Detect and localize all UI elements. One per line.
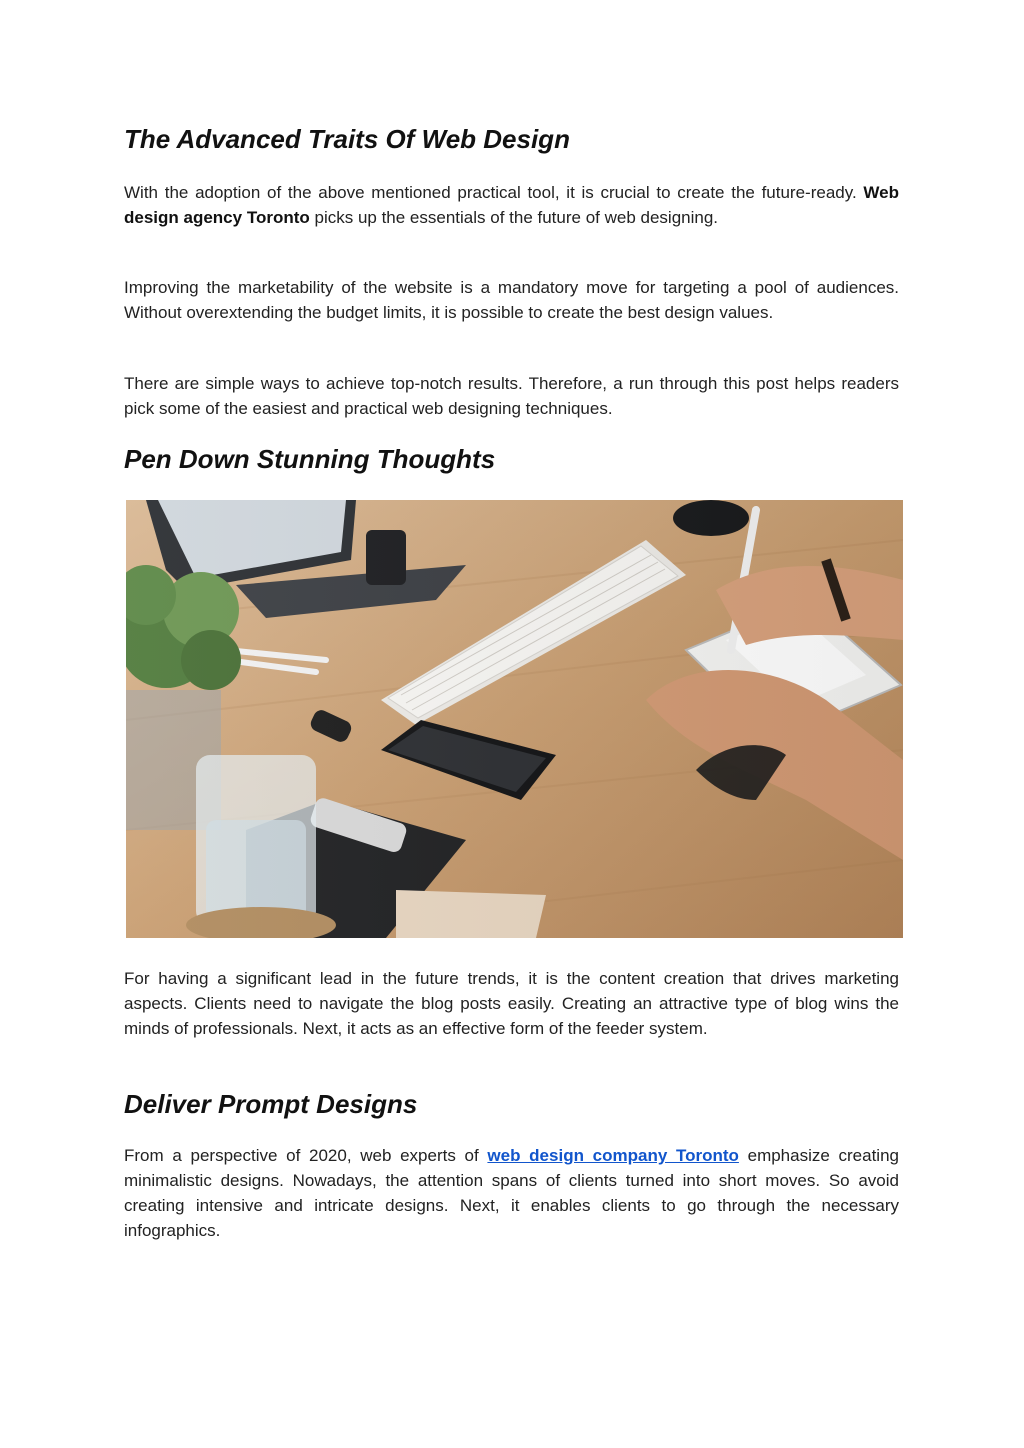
- paragraph-simple-ways: There are simple ways to achieve top-notch results. Therefore, a run through this post helps readers pick some of the easiest and practical web designing techniques.: [124, 374, 899, 418]
- desk-photo: [126, 500, 903, 938]
- paragraph-adoption: [124, 180, 899, 230]
- paragraph-perspective-text-start: From a perspective of 2020, web experts of: [124, 1146, 488, 1165]
- heading-pen-down: Pen Down Stunning Thoughts: [124, 444, 496, 474]
- link-web-design-company-toronto[interactable]: web design company Toronto: [487, 1146, 739, 1165]
- paragraph-marketability: Improving the marketability of the website is a mandatory move for targeting a pool of audiences. Without overextending the budget limits, it is possible to create the best design values.: [124, 278, 899, 322]
- paragraph-content-creation: For having a significant lead in the future trends, it is the content creation that drives marketing aspects. Clients need to navigate the blog posts easily. Creating an attractive type of blog wins the minds of professionals. Next, it acts as an effective form of the feeder system.: [124, 969, 899, 1038]
- heading-advanced-traits: The Advanced Traits Of Web Design: [124, 124, 570, 154]
- bold-web-design-agency: Web design agency Toronto: [124, 183, 899, 227]
- heading-deliver-prompt: Deliver Prompt Designs: [124, 1089, 418, 1119]
- paragraph-adoption-text-end: picks up the essentials of the future of web designing.: [309, 208, 719, 227]
- paragraph-perspective-2020: [124, 1143, 899, 1243]
- paragraph-perspective-text-end: emphasize creating minimalistic designs. Nowadays, the attention spans of clients turned into short moves. So avoid creating intensive and intricate designs. Next, it enables clients to go through the necessary infographics.: [124, 1146, 899, 1240]
- paragraph-adoption-text-start: With the adoption of the above mentioned practical tool, it is crucial to create the future-ready.: [124, 183, 864, 202]
